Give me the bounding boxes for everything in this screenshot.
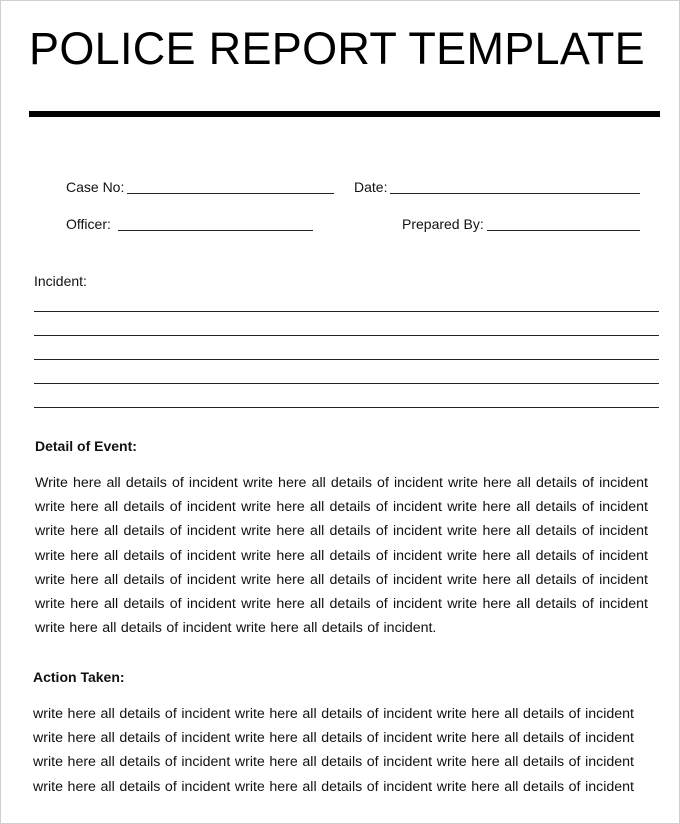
paragraph-line: write here all details of incident write here all details of incident write here all details of incident [35,571,648,588]
prepared-by-field [402,216,484,232]
officer-label: Officer: [66,216,111,232]
paragraph-line: write here all details of incident write here all details of incident. [35,620,437,637]
action-taken-body [33,702,634,799]
paragraph-line: write here all details of incident write here all details of incident write here all details of incident [35,499,648,516]
date-line[interactable] [390,193,640,194]
detail-of-event-body [35,471,648,640]
incident-line[interactable] [34,407,659,408]
incident-label: Incident: [34,273,87,289]
case-no-field [66,179,124,195]
action-taken-heading: Action Taken: [33,669,125,685]
incident-line[interactable] [34,335,659,336]
paragraph-line: write here all details of incident write here all details of incident write here all details of incident [33,730,634,747]
incident-line[interactable] [34,383,659,384]
date-label: Date: [354,179,388,195]
prepared-by-line[interactable] [487,230,640,231]
paragraph-line: write here all details of incident write here all details of incident write here all details of incident [35,547,648,564]
case-no-line[interactable] [127,193,334,194]
paragraph-line: Write here all details of incident write here all details of incident write here all details of incident [35,475,648,491]
officer-line[interactable] [118,230,313,231]
title-divider [29,111,660,117]
officer-field [66,216,111,232]
page-title: POLICE REPORT TEMPLATE [29,23,645,74]
paragraph-line: write here all details of incident write here all details of incident write here all details of incident [33,778,634,795]
prepared-by-label: Prepared By: [402,216,484,232]
detail-of-event-heading: Detail of Event: [35,438,137,454]
date-field [354,179,387,195]
paragraph-line: write here all details of incident write here all details of incident write here all details of incident [35,596,648,613]
incident-line[interactable] [34,359,659,360]
case-no-label: Case No: [66,179,125,195]
paragraph-line: write here all details of incident write here all details of incident write here all details of incident [35,523,648,540]
paragraph-line: write here all details of incident write here all details of incident write here all details of incident [33,754,634,771]
incident-line[interactable] [34,311,659,312]
paragraph-line: write here all details of incident write here all details of incident write here all details of incident [33,706,634,722]
